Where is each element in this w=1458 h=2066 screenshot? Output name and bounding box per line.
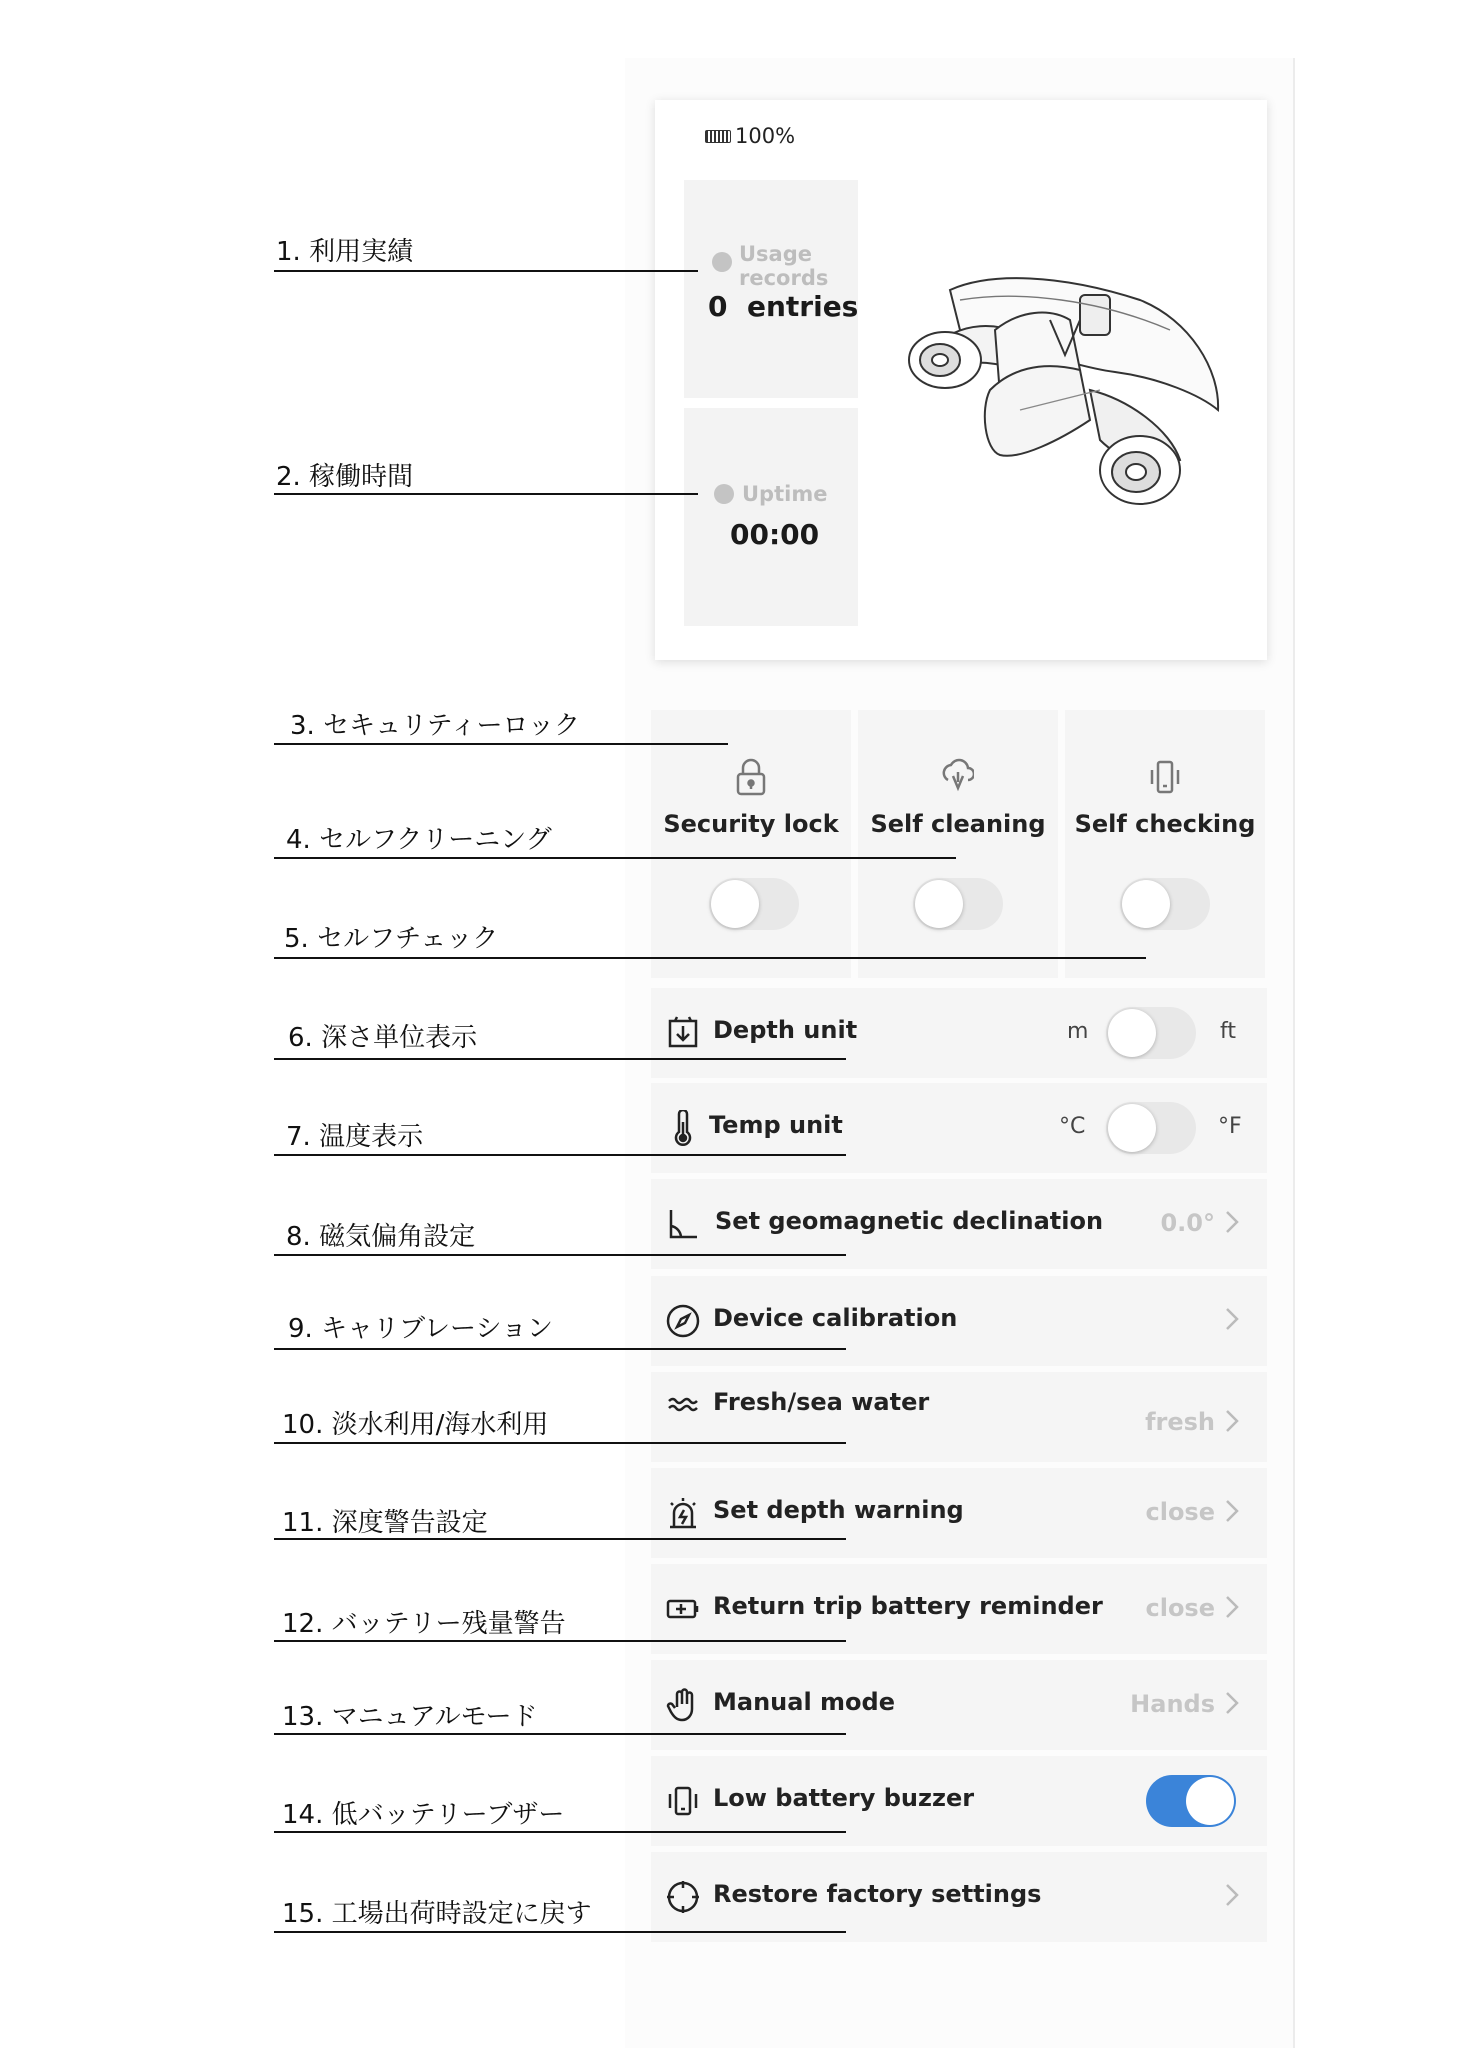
uptime-box[interactable] (684, 408, 858, 626)
calibration-row[interactable] (651, 1276, 1267, 1366)
toggle-knob (1186, 1777, 1234, 1825)
toggle-knob (1108, 1104, 1156, 1152)
usage-records-value: 0 entries (708, 290, 859, 323)
annotation-12-line (274, 1640, 846, 1642)
annotation-8-line (274, 1254, 846, 1256)
self-cleaning-icon (942, 758, 974, 796)
manual-mode-row[interactable] (651, 1660, 1267, 1750)
self-checking-icon (1149, 758, 1181, 796)
depth-warning-row[interactable] (651, 1468, 1267, 1558)
chevron-right-icon (1225, 1498, 1239, 1524)
annotation-4: 4. セルフクリーニング (286, 825, 552, 855)
scooter-illustration (900, 260, 1230, 530)
compass-icon (665, 1303, 701, 1339)
low-battery-buzzer-label: Low battery buzzer (713, 1784, 975, 1812)
depth-unit-left: m (1067, 1019, 1089, 1044)
annotation-2-line (274, 493, 698, 495)
usage-records-box[interactable] (684, 180, 858, 398)
depth-warning-value: close (1145, 1498, 1215, 1526)
chevron-right-icon (1225, 1690, 1239, 1716)
uptime-label: Uptime (742, 482, 828, 506)
annotation-12: 12. バッテリー残量警告 (282, 1609, 566, 1639)
chevron-right-icon (1225, 1209, 1239, 1235)
app-panel-edge (1293, 58, 1295, 2048)
chevron-right-icon (1225, 1408, 1239, 1434)
annotation-1: 1. 利用実績 (276, 237, 414, 267)
self-cleaning-toggle[interactable] (913, 878, 1003, 930)
crosshair-icon (665, 1879, 701, 1915)
self-checking-toggle[interactable] (1120, 878, 1210, 930)
security-lock-toggle[interactable] (709, 878, 799, 930)
toggle-knob (711, 880, 759, 928)
factory-reset-row[interactable] (651, 1852, 1267, 1942)
toggle-knob (915, 880, 963, 928)
usage-records-label-line2: records (739, 266, 829, 290)
security-lock-label: Security lock (663, 810, 839, 838)
annotation-8: 8. 磁気偏角設定 (286, 1222, 476, 1252)
declination-value: 0.0° (1160, 1209, 1215, 1237)
annotation-7: 7. 温度表示 (286, 1122, 424, 1152)
temp-unit-right: °F (1218, 1114, 1242, 1139)
annotation-7-line (274, 1154, 846, 1156)
annotation-15: 15. 工場出荷時設定に戻す (282, 1899, 592, 1929)
self-checking-label: Self checking (1074, 810, 1256, 838)
usage-records-icon (712, 252, 732, 272)
angle-icon (665, 1206, 701, 1242)
annotation-6-line (274, 1058, 846, 1060)
battery-reminder-label: Return trip battery reminder (713, 1592, 1103, 1620)
annotation-11: 11. 深度警告設定 (282, 1508, 488, 1538)
chevron-right-icon (1225, 1594, 1239, 1620)
manual-mode-value: Hands (1130, 1690, 1215, 1718)
security-lock-tile (651, 710, 851, 978)
chevron-right-icon (1225, 1882, 1239, 1908)
manual-mode-label: Manual mode (713, 1688, 895, 1716)
annotation-9-line (274, 1348, 846, 1350)
annotation-9: 9. キャリブレーション (288, 1314, 553, 1344)
depth-warning-label: Set depth warning (713, 1496, 964, 1524)
depth-unit-right: ft (1220, 1019, 1236, 1044)
clock-icon (714, 484, 734, 504)
toggle-knob (1122, 880, 1170, 928)
temp-unit-label: Temp unit (709, 1111, 843, 1139)
uptime-value: 00:00 (730, 518, 820, 551)
temp-unit-left: °C (1059, 1114, 1086, 1139)
annotation-13-line (274, 1733, 846, 1735)
water-waves-icon (665, 1386, 701, 1422)
annotation-10: 10. 淡水利用/海水利用 (282, 1410, 549, 1440)
self-cleaning-label: Self cleaning (870, 810, 1046, 838)
chevron-right-icon (1225, 1306, 1239, 1332)
toggle-knob (1108, 1009, 1156, 1057)
factory-reset-label: Restore factory settings (713, 1880, 1042, 1908)
annotation-5: 5. セルフチェック (284, 924, 499, 954)
annotation-3-line (274, 743, 728, 745)
water-type-row[interactable] (651, 1372, 1267, 1462)
water-type-label: Fresh/sea water (713, 1388, 930, 1416)
annotation-3: 3. セキュリティーロック (290, 711, 580, 741)
declination-label: Set geomagnetic declination (715, 1207, 1104, 1235)
temp-unit-row (651, 1083, 1267, 1173)
temp-unit-toggle[interactable] (1106, 1102, 1196, 1154)
water-type-value: fresh (1145, 1408, 1215, 1436)
annotation-14-line (274, 1831, 846, 1833)
annotation-10-line (274, 1442, 846, 1444)
alarm-icon (665, 1495, 701, 1531)
annotation-2: 2. 稼働時間 (276, 462, 414, 492)
battery-indicator (705, 124, 795, 148)
vibration-icon (665, 1783, 701, 1819)
battery-reminder-value: close (1145, 1594, 1215, 1622)
low-battery-buzzer-toggle[interactable] (1146, 1775, 1236, 1827)
annotation-14: 14. 低バッテリーブザー (282, 1800, 565, 1830)
annotation-1-line (274, 270, 698, 272)
depth-unit-label: Depth unit (713, 1016, 858, 1044)
hand-icon (665, 1687, 701, 1723)
thermometer-icon (665, 1110, 701, 1146)
depth-unit-row (651, 988, 1267, 1078)
self-cleaning-tile (858, 710, 1058, 978)
annotation-4-line (274, 857, 956, 859)
annotation-5-line (274, 957, 1146, 959)
annotation-15-line (274, 1931, 846, 1933)
self-checking-tile (1065, 710, 1265, 978)
annotation-6: 6. 深さ単位表示 (288, 1023, 478, 1053)
annotation-13: 13. マニュアルモード (282, 1702, 538, 1732)
battery-level: 100% (735, 124, 796, 148)
depth-unit-icon (665, 1015, 701, 1051)
usage-records-label-line1: Usage (739, 242, 812, 266)
calibration-label: Device calibration (713, 1304, 958, 1332)
lock-icon (735, 758, 767, 796)
battery-plus-icon (665, 1591, 701, 1627)
depth-unit-toggle[interactable] (1106, 1007, 1196, 1059)
annotation-11-line (274, 1538, 846, 1540)
battery-icon (705, 130, 731, 143)
